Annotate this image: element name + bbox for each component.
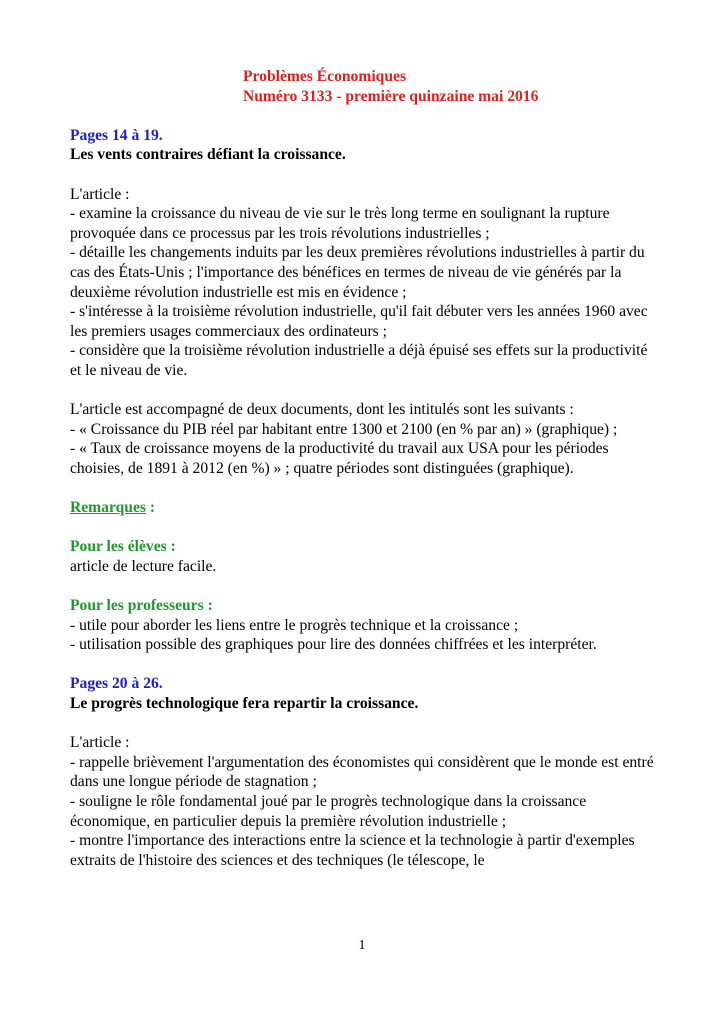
- section2-item: - rappelle brièvement l'argumentation des économistes qui considèrent que le monde est entré dans une longue période de stagnation ;: [70, 753, 654, 791]
- remarks-title-suffix: :: [145, 499, 156, 517]
- section1-item: - s'intéresse à la troisième révolution industrielle, qu'il fait débuter vers les années 1960 avec les premiers usages commerciaux des ordinateurs ;: [70, 303, 648, 340]
- teachers-title: Pour les professeurs :: [70, 597, 213, 615]
- magazine-title: Problèmes Économiques: [243, 68, 407, 85]
- section1-item: - examine la croissance du niveau de vie sur le très long terme en soulignant la rupture provoquée dans ce processus par les trois révolutions industrielles ;: [70, 205, 610, 242]
- section1-item: - considère que la troisième révolution industrielle a déjà épuisé ses effets sur la productivité et le niveau de vie.: [70, 342, 648, 379]
- teachers-item: - utilisation possible des graphiques pour lire des données chiffrées et les interpréter.: [70, 636, 597, 654]
- section1-doc: - « Taux de croissance moyens de la productivité du travail aux USA pour les périodes choisies, de 1891 à 2012 (en %) » ; quatre périodes sont distinguées (graphique).: [70, 440, 609, 477]
- section2-intro: L'article :: [70, 734, 130, 752]
- teachers-item: - utile pour aborder les liens entre le progrès technique et la croissance ;: [70, 616, 519, 634]
- section2-item: - souligne le rôle fondamental joué par le progrès technologique dans la croissance économique, en particulier depuis la première révolution industrielle ;: [70, 792, 587, 830]
- section1-docs-intro: L'article est accompagné de deux documents, dont les intitulés sont les suivants :: [70, 401, 574, 419]
- section1-pages: Pages 14 à 19.: [70, 126, 163, 144]
- document-body: [70, 67, 660, 870]
- remarks-title: Remarques: [70, 499, 146, 517]
- section2-pages: Pages 20 à 26.: [70, 675, 163, 693]
- issue-line: Numéro 3133 - première quinzaine mai 2016: [243, 87, 539, 105]
- students-title: Pour les élèves :: [70, 538, 176, 556]
- students-text: article de lecture facile.: [70, 557, 217, 575]
- document-header: [243, 67, 660, 106]
- section1-item: - détaille les changements induits par les deux premières révolutions industrielles à partir du cas des États-Unis ; l'importance des bénéfices en termes de niveau de vie générés par la deuxième révolution industrielle est mis en évidence ;: [70, 244, 645, 301]
- section2-title: Le progrès technologique fera repartir la croissance.: [70, 695, 419, 712]
- section2-item: - montre l'importance des interactions entre la science et la technologie à partir d'exemples extraits de l'histoire des sciences et des techniques (le télescope, le: [70, 832, 635, 869]
- page-number: 1: [358, 938, 366, 953]
- section1-doc: - « Croissance du PIB réel par habitant entre 1300 et 2100 (en % par an) » (graphique) ;: [70, 420, 618, 438]
- section1-intro: L'article :: [70, 185, 130, 203]
- section1-title: Les vents contraires défiant la croissance.: [70, 146, 346, 164]
- remarks-heading: [70, 498, 660, 518]
